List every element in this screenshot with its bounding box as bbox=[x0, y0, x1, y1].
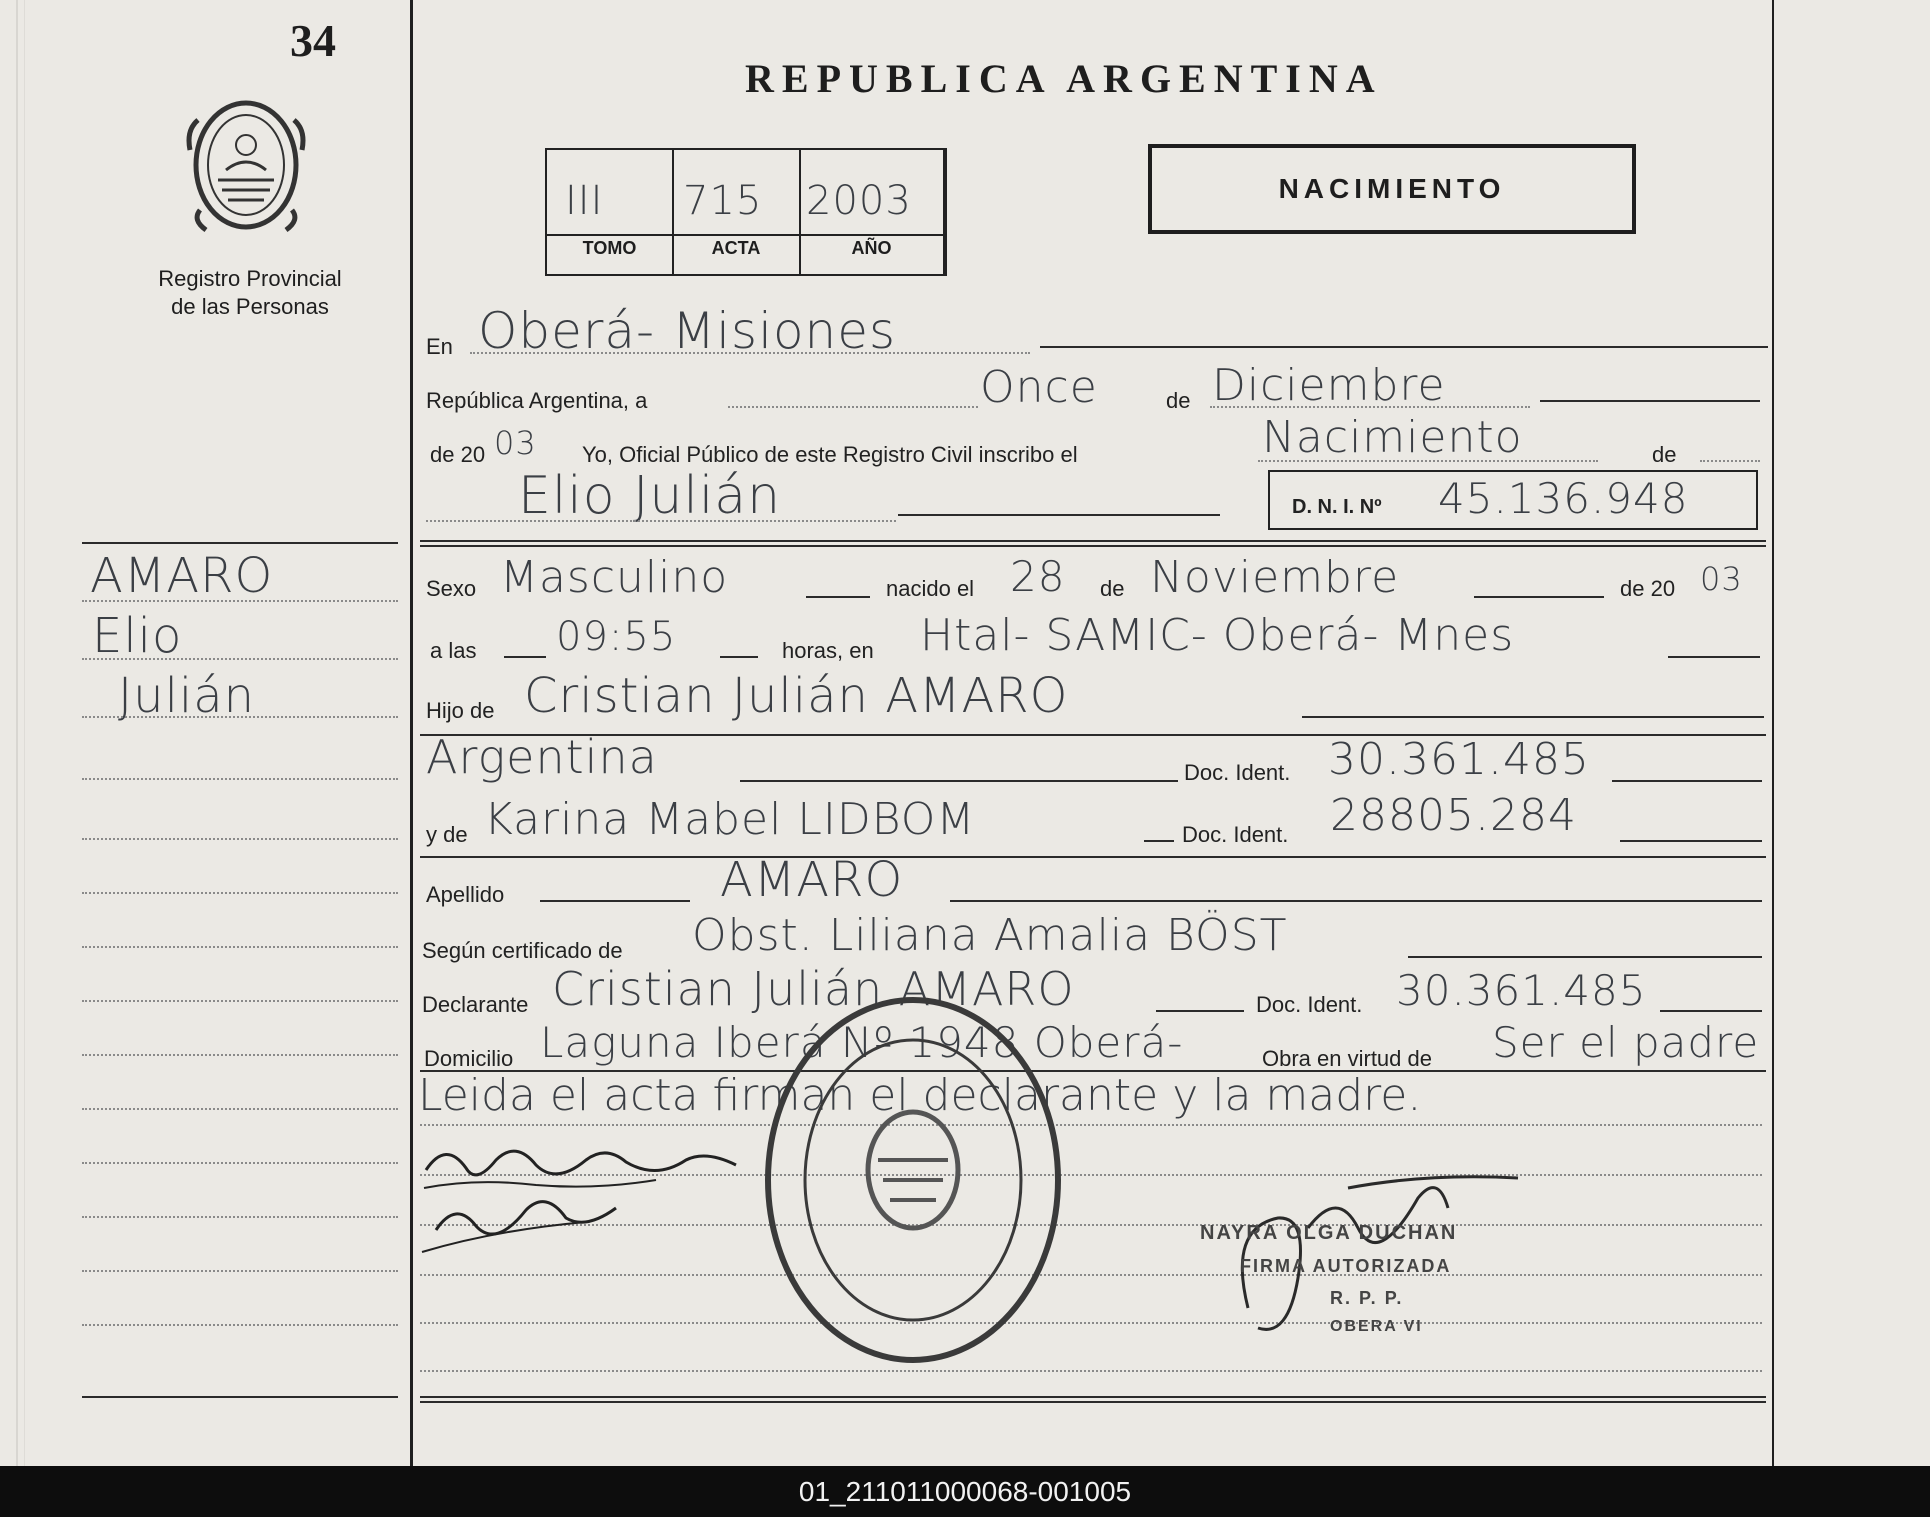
child-name: Elio Julián bbox=[518, 466, 782, 526]
column-divider bbox=[410, 0, 413, 1466]
margin-line bbox=[82, 946, 398, 948]
fill-line bbox=[426, 520, 896, 522]
fill-line bbox=[540, 900, 690, 902]
father-doc: 30.361.485 bbox=[1328, 734, 1590, 785]
tomo-cell bbox=[547, 150, 674, 274]
fill-line bbox=[1258, 460, 1598, 462]
fill-line bbox=[1210, 406, 1530, 408]
margin-line bbox=[82, 1054, 398, 1056]
sexo-label: Sexo bbox=[426, 576, 477, 601]
ano-cell bbox=[800, 150, 945, 274]
yde-label: y de bbox=[426, 822, 468, 847]
dni-label: D. N. I. Nº bbox=[1292, 496, 1382, 518]
de-label-2: de bbox=[1652, 442, 1677, 467]
fill-line bbox=[420, 1124, 1762, 1126]
mother-doc: 28805.284 bbox=[1330, 790, 1577, 841]
registry-line1: Registro Provincial bbox=[158, 266, 342, 291]
en-label: En bbox=[426, 334, 453, 359]
page-title: REPUBLICA ARGENTINA bbox=[745, 56, 1383, 101]
declarant-doc: 30.361.485 bbox=[1396, 966, 1647, 1015]
margin-line bbox=[82, 1108, 398, 1110]
segun-label: Según certificado de bbox=[422, 938, 623, 963]
record-number-box bbox=[545, 148, 947, 276]
margin-surname: AMARO bbox=[90, 548, 274, 604]
yo-text: Yo, Oficial Público de este Registro Civil inscribo el bbox=[582, 442, 1078, 467]
de-label-3: de bbox=[1100, 576, 1125, 601]
closing-statement: Leida el acta firman el declarante y la madre. bbox=[418, 1070, 1422, 1121]
margin-line bbox=[82, 892, 398, 894]
fill-line bbox=[504, 656, 546, 658]
fill-line bbox=[1474, 596, 1604, 598]
ano-label: AÑO bbox=[851, 238, 892, 258]
month-value: Diciembre bbox=[1212, 360, 1446, 411]
official-name: NAYRA OLGA DUCHAN bbox=[1200, 1222, 1458, 1244]
mother-name: Karina Mabel LIDBOM bbox=[484, 794, 976, 845]
margin-firstname: Elio bbox=[92, 608, 183, 664]
tomo-value: III bbox=[565, 178, 604, 224]
obra-value: Ser el padre bbox=[1492, 1018, 1760, 1067]
fill-line bbox=[1700, 460, 1760, 462]
margin-line bbox=[82, 716, 398, 718]
section-rule bbox=[420, 540, 1766, 547]
republica-label: República Argentina, a bbox=[426, 388, 648, 413]
margin-secondname: Julián bbox=[118, 668, 256, 724]
fill-line bbox=[950, 900, 1762, 902]
sexo-value: Masculino bbox=[500, 552, 729, 603]
margin-line bbox=[82, 1216, 398, 1218]
fill-line bbox=[1144, 840, 1174, 842]
record-type-box: NACIMIENTO bbox=[1148, 144, 1636, 234]
margin-line bbox=[82, 1000, 398, 1002]
registry-name bbox=[130, 265, 370, 321]
alas-label: a las bbox=[430, 638, 477, 663]
horas-label: horas, en bbox=[782, 638, 874, 663]
fill-line bbox=[1540, 400, 1760, 402]
de20-label: de 20 bbox=[430, 442, 486, 467]
inscribo-value: Nacimiento bbox=[1262, 412, 1523, 463]
obra-label: Obra en virtud de bbox=[1262, 1046, 1432, 1071]
fill-line bbox=[1620, 840, 1762, 842]
margin-line bbox=[82, 1324, 398, 1326]
place-of-record: Oberá- Misiones bbox=[478, 302, 897, 360]
nacido-label: nacido el bbox=[886, 576, 975, 601]
box-divider bbox=[547, 234, 945, 236]
birth-month: Noviembre bbox=[1150, 552, 1400, 603]
fill-line bbox=[1302, 716, 1764, 718]
declarant-signature bbox=[416, 1130, 746, 1260]
margin-line bbox=[82, 600, 398, 602]
fill-line bbox=[1660, 1010, 1762, 1012]
acta-value: 715 bbox=[683, 178, 763, 224]
fill-line bbox=[1408, 956, 1762, 958]
hijo-label: Hijo de bbox=[426, 698, 495, 723]
dni-value: 45.136.948 bbox=[1438, 474, 1689, 523]
fill-line bbox=[1156, 1010, 1244, 1012]
margin-line bbox=[82, 1162, 398, 1164]
declarant-name: Cristian Julián AMARO bbox=[552, 962, 1075, 1016]
margin-line bbox=[82, 1270, 398, 1272]
dni-box bbox=[1268, 470, 1758, 530]
birth-day: 28 bbox=[1010, 552, 1066, 601]
page-edge bbox=[24, 0, 25, 1466]
certifier-value: Obst. Liliana Amalia BÖST bbox=[692, 910, 1288, 961]
page-edge bbox=[16, 0, 18, 1466]
fill-line bbox=[728, 406, 978, 408]
fill-line bbox=[1612, 780, 1762, 782]
fill-line bbox=[1668, 656, 1760, 658]
official-rpp: R. P. P. bbox=[1330, 1288, 1404, 1308]
de-label: de bbox=[1166, 388, 1191, 413]
fill-line bbox=[1040, 346, 1768, 348]
ano-value: 2003 bbox=[806, 178, 912, 224]
fill-line bbox=[720, 656, 758, 658]
declarante-label: Declarante bbox=[422, 992, 529, 1017]
fill-line bbox=[420, 856, 1766, 858]
day-value: Once bbox=[980, 362, 1098, 413]
father-nationality: Argentina bbox=[426, 730, 658, 784]
fill-line bbox=[420, 1370, 1762, 1372]
margin-line bbox=[82, 838, 398, 840]
acta-cell bbox=[673, 150, 801, 274]
section-rule bbox=[420, 1396, 1766, 1403]
image-code: 01_211011000068-001005 bbox=[0, 1466, 1930, 1517]
fill-line bbox=[806, 596, 870, 598]
fill-line bbox=[470, 352, 1030, 354]
margin-line bbox=[82, 658, 398, 660]
margin-rule bbox=[82, 542, 398, 544]
official-office: OBERA VI bbox=[1330, 1318, 1423, 1335]
birth-year: 03 bbox=[1700, 560, 1743, 598]
provincial-seal bbox=[178, 90, 314, 240]
page-right-border bbox=[1772, 0, 1774, 1466]
tomo-label: TOMO bbox=[582, 238, 637, 258]
margin-line bbox=[82, 778, 398, 780]
acta-label: ACTA bbox=[711, 238, 761, 258]
registry-line2: de las Personas bbox=[171, 294, 329, 319]
birth-place: Htal- SAMIC- Oberá- Mnes bbox=[920, 610, 1515, 661]
domicile-value: Laguna Iberá Nº 1948 Oberá- bbox=[540, 1018, 1184, 1067]
registry-stamp bbox=[758, 990, 1068, 1370]
declarant-doc-label: Doc. Ident. bbox=[1256, 992, 1363, 1017]
fill-line bbox=[898, 514, 1220, 516]
page-number: 34 bbox=[290, 15, 336, 66]
domicilio-label: Domicilio bbox=[424, 1046, 514, 1071]
fill-line bbox=[740, 780, 1178, 782]
margin-rule bbox=[82, 1396, 398, 1398]
birth-time: 09:55 bbox=[556, 614, 677, 660]
de20-label-2: de 20 bbox=[1620, 576, 1676, 601]
apellido-value: AMARO bbox=[720, 852, 904, 908]
father-doc-label: Doc. Ident. bbox=[1184, 760, 1291, 785]
apellido-label: Apellido bbox=[426, 882, 505, 907]
year-value: 03 bbox=[494, 424, 537, 462]
official-title: FIRMA AUTORIZADA bbox=[1240, 1256, 1452, 1276]
father-name: Cristian Julián AMARO bbox=[524, 668, 1069, 724]
mother-doc-label: Doc. Ident. bbox=[1182, 822, 1289, 847]
